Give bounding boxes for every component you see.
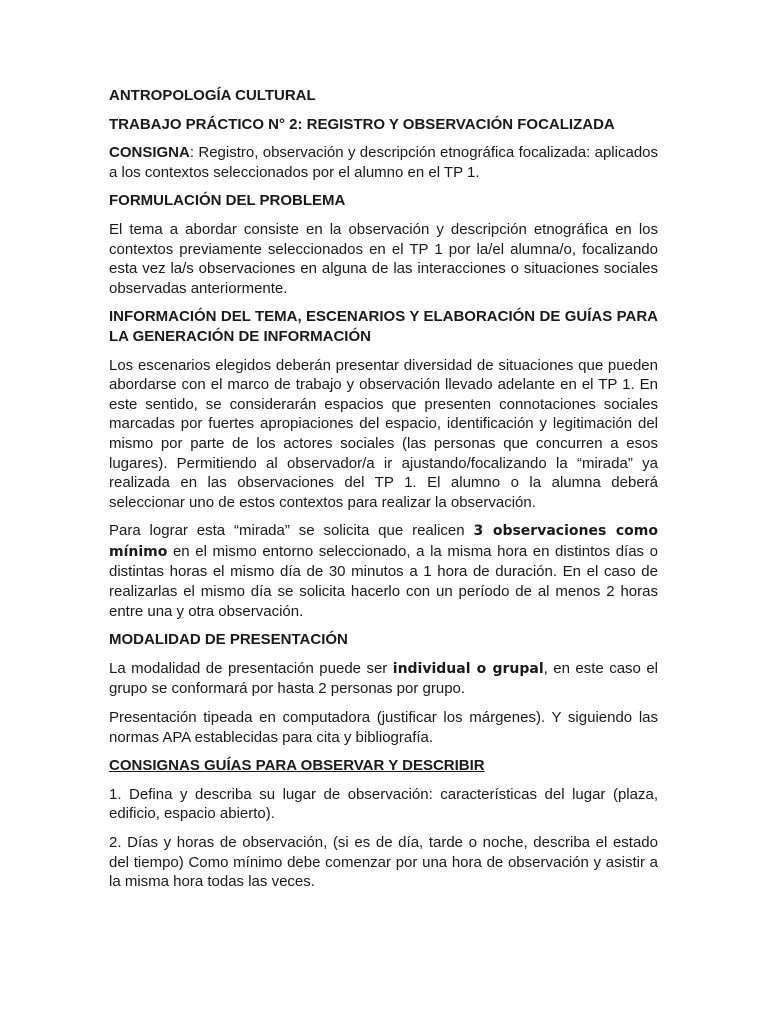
informacion-paragraph-1: Los escenarios elegidos deberán presentar diversidad de situaciones que pueden abordarse con el marco de trabajo y observación llevado adelante en el TP 1. En este sentido, se considerarán espacios que presenten connotaciones sociales marcadas por fuertes apropiaciones del espacio, identificación y legitimación del mismo por parte de los actores sociales (las personas que concurren a esos lugares). Permitiendo al observador/a ir ajustando/focalizando la “mirada” ya realizada en las observaciones del TP 1. El alumno o la alumna deberá seleccionar uno de estos contextos para realizar la observación. bbox=[109, 356, 658, 511]
informacion-p2-start: Para lograr esta “mirada” se solicita que realicen bbox=[109, 522, 474, 540]
guias-heading: CONSIGNAS GUÍAS PARA OBSERVAR Y DESCRIBIR bbox=[109, 757, 485, 775]
course-title: ANTROPOLOGÍA CULTURAL bbox=[109, 87, 316, 104]
assignment-title: TRABAJO PRÁCTICO N° 2: REGISTRO Y OBSERVACIÓN FOCALIZADA bbox=[109, 115, 615, 133]
modalidad-paragraph-1 bbox=[109, 659, 658, 699]
consigna-text: : Registro, observación y descripción etnográfica focalizada: aplicados a los contextos seleccionados por el alumno en el TP 1. bbox=[109, 144, 658, 181]
modalidad-heading: MODALIDAD DE PRESENTACIÓN bbox=[109, 631, 348, 649]
informacion-p2-end: en el mismo entorno seleccionado, a la misma hora en distintos días o distintas horas el mismo día de 30 minutos a 1 hora de duración. En el caso de realizarlas el mismo día se solicita hacerlo con un período de al menos 2 horas entre una y otra observación. bbox=[109, 542, 658, 620]
informacion-paragraph-2 bbox=[109, 521, 658, 621]
problema-paragraph: El tema a abordar consiste en la observación y descripción etnográfica en los contextos previamente seleccionados en el TP 1 por la/el alumna/o, focalizando esta vez la/s observaciones en alguna de las interacciones o situaciones sociales observadas anteriormente. bbox=[109, 220, 658, 297]
modalidad-paragraph-2: Presentación tipeada en computadora (justificar los márgenes). Y siguiendo las normas APA establecidas para cita y bibliografía. bbox=[109, 709, 658, 746]
modalidad-p1-end: , en este caso el grupo se conformará por hasta 2 personas por grupo. bbox=[109, 659, 659, 698]
modalidad-p1-start: La modalidad de presentación puede ser bbox=[109, 659, 393, 677]
document-page bbox=[109, 76, 658, 901]
guias-item-1: 1. Defina y describa su lugar de observación: características del lugar (plaza, edificio, espacio abierto). bbox=[109, 785, 658, 823]
informacion-p2-bold: 3 observaciones como mínimo bbox=[109, 523, 658, 560]
problema-heading: FORMULACIÓN DEL PROBLEMA bbox=[109, 192, 346, 210]
modalidad-p1-bold: individual o grupal bbox=[392, 660, 544, 677]
consigna-paragraph bbox=[109, 143, 658, 182]
informacion-heading: INFORMACIÓN DEL TEMA, ESCENARIOS Y ELABORACIÓN DE GUÍAS PARA LA GENERACIÓN DE INFORMACIÓN bbox=[109, 308, 658, 345]
guias-item-2: 2. Días y horas de observación, (si es de día, tarde o noche, describa el estado del tiempo) Como mínimo debe comenzar por una hora de observación y asistir a la misma hora todas las veces. bbox=[109, 834, 658, 891]
consigna-label: CONSIGNA bbox=[109, 144, 190, 162]
